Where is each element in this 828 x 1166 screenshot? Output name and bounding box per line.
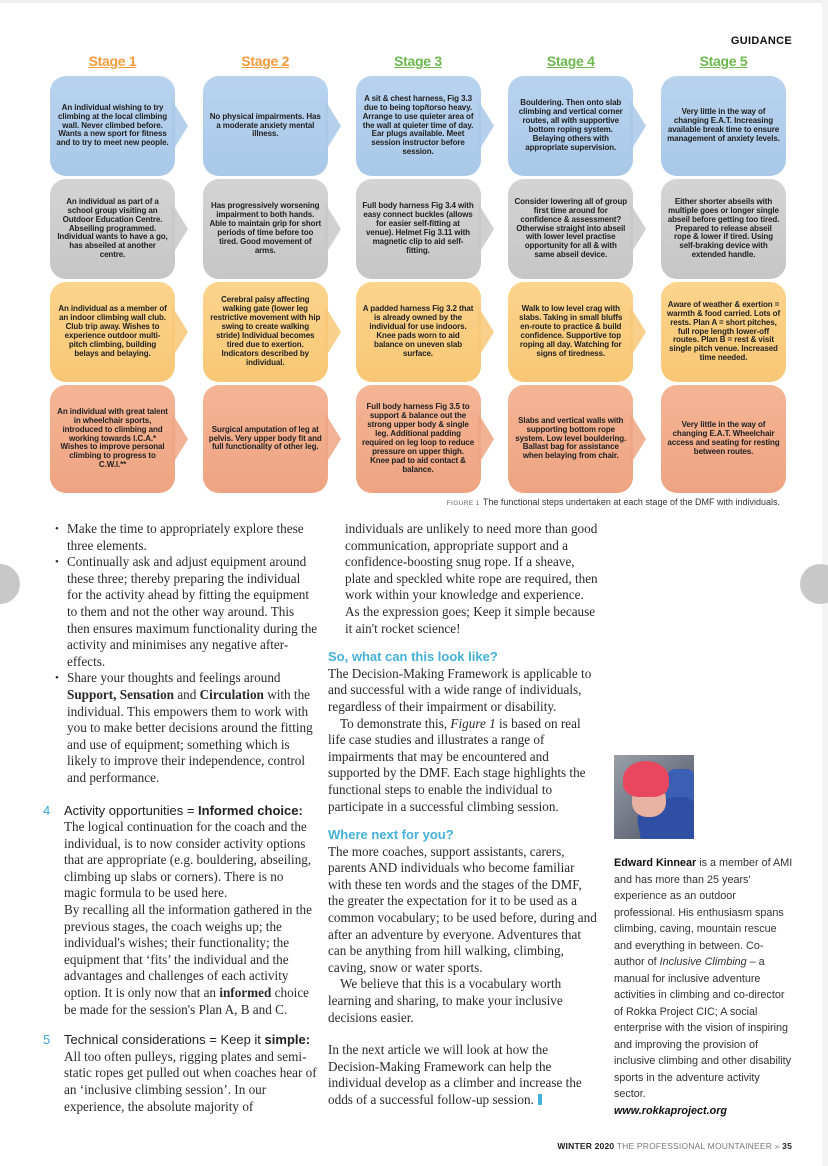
dmf-figure [50, 53, 786, 493]
stage-3-header: Stage 3 [394, 53, 442, 69]
paragraph: We believe that this is a vocabulary worth learning and sharing, to make your inclusive decisions easier. [328, 976, 563, 1025]
arrow-right-icon [478, 203, 494, 255]
paragraph: individuals are unlikely to need more than good communication, appropriate support and a confidence-boosting snug rope. If a sheave, plate and speckled white rope are required, then work within your knowledge and experience. As the expression goes; Keep it simple because it ain't rocket science! [345, 521, 598, 636]
page-footer [557, 1141, 792, 1151]
case-1-stage-5: Very little in the way of changing E.A.T. Increasing available break time to ensure management of anxiety levels. [661, 76, 786, 176]
stage-2-header: Stage 2 [241, 53, 290, 69]
item-number: 4 [43, 802, 51, 818]
bullet-item: • Make the time to appropriately explore these three elements. [53, 521, 318, 554]
case-1-stage-2: No physical impairments. Has a moderate anxiety mental illness. [203, 76, 328, 176]
paragraph: The more coaches, support assistants, carers, parents AND individuals who become familiar with these ten words and the stages of the DMF, the greater the expectation for it to be used as a common vocabulary; to be used before, during and after an adventure by everyone. Adventures that can be anything from hill walking, climbing, caving, snow or water sports. [328, 843, 597, 975]
section-label: GUIDANCE [730, 35, 792, 47]
case-2-stage-2: Has progressively worsening impairment to both hands. Able to maintain grip for short periods of time before too tired. Good movement of arms. [203, 179, 328, 279]
section-heading: Where next for you? [328, 827, 454, 843]
case-1-stage-3: A sit & chest harness, Fig 3.3 due to being top/torso heavy. Arrange to use quieter area of the wall at quieter time of day. Ear plugs available. Meet session instructor before session. [356, 76, 481, 176]
arrow-right-icon [325, 413, 341, 465]
arrow-right-icon [325, 203, 341, 255]
end-mark-icon [538, 1094, 542, 1105]
item-number: 5 [43, 1032, 51, 1048]
bullet-item: • Share your thoughts and feelings around Support, Sensation and Circulation with the individual. This empowers them to work with you to make better decisions around the fitting and use of equipment; something which is likely to improve their independence, control and performance. [53, 670, 318, 786]
arrow-right-icon [478, 306, 494, 358]
case-2-stage-4: Consider lowering all of group first time around for confidence & assessment? Otherwise straight into abseil with lower level practise opportunity for all & with same abseil device. [508, 179, 633, 279]
arrow-right-icon [630, 306, 646, 358]
stage-headers [50, 53, 786, 73]
case-4-stage-2: Surgical amputation of leg at pelvis. Very upper body fit and full functionality of other leg. [203, 385, 328, 493]
case-4-stage-1: An individual with great talent in wheelchair sports, introduced to climbing and working towards I.C.A.* Wishes to improve personal climbing to progress to C.W.I.** [50, 385, 175, 493]
case-row-4 [50, 385, 786, 493]
arrow-right-icon [630, 413, 646, 465]
author-website-link[interactable]: www.rokkaproject.org [614, 1104, 727, 1117]
section-heading: So, what can this look like? [328, 649, 498, 665]
arrow-right-icon [325, 306, 341, 358]
arrow-right-icon [478, 100, 494, 152]
arrow-right-icon [630, 203, 646, 255]
magazine-title: THE PROFESSIONAL MOUNTAINEER [616, 1141, 773, 1151]
case-row-2 [50, 179, 786, 279]
case-2-stage-5: Either shorter abseils with multiple goes or longer single abseil before getting too tired. Prepared to release abseil rope & lower if tired. Using self-braking device with extended handle. [661, 179, 786, 279]
author-bio: Edward Kinnear is a member of AMI and has more than 25 years' experience as an outdoor professional. His enthusiasm spans climbing, caving, mountain rescue and everything in between. Co-author of Inclusive Climbing – a manual for inclusive adventure activities in climbing and co-director of Rokka Project CIC; A social enterprise with the vision of inspiring and improving the provision of inclusive climbing and other disability sports in the adventure activity sector. www.rokkaproject.org [614, 857, 793, 1117]
arrow-right-icon [325, 100, 341, 152]
case-1-stage-4: Bouldering. Then onto slab climbing and vertical corner routes, all with supportive bottom roping system. Belaying others with appropriate supervision. [508, 76, 633, 176]
top-border [0, 0, 828, 3]
figure-label: FIGURE 1 [446, 500, 480, 507]
numbered-item-4 [43, 802, 318, 1019]
page-number: 35 [782, 1141, 792, 1151]
case-2-stage-1: An individual as part of a school group visiting an Outdoor Education Centre. Abseiling programmed. Individual wants to have a go, has abseiled at another centre. [50, 179, 175, 279]
paragraph: In the next article we will look at how the Decision-Making Framework can help the individual develop as a climber and increase the odds of a successful follow-up session. [328, 1042, 582, 1107]
arrow-right-icon [630, 100, 646, 152]
case-3-stage-3: A padded harness Fig 3.2 that is already owned by the individual for use indoors. Knee pads worn to aid balance on uneven slab surface. [356, 282, 481, 382]
case-4-stage-5: Very little in the way of changing E.A.T. Wheelchair access and seating for resting between routes. [661, 385, 786, 493]
arrow-right-icon [172, 203, 188, 255]
case-row-3 [50, 282, 786, 382]
next-page-button[interactable] [800, 564, 828, 604]
arrow-right-icon [172, 413, 188, 465]
case-2-stage-3: Full body harness Fig 3.4 with easy connect buckles (allows for easier self-fitting at venue). Helmet Fig 3.11 with magnetic clip to aid self-fitting. [356, 179, 481, 279]
bullet-item: • Continually ask and adjust equipment around these three; thereby preparing the individual for the activity ahead by fitting the equipment to them and not the other way around. This then ensures maximum functionality during the activity and minimises any negative after-effects. [53, 554, 318, 670]
bullet-list [53, 521, 318, 787]
stage-4-header: Stage 4 [546, 53, 595, 69]
issue-label: WINTER 2020 [557, 1141, 615, 1151]
paragraph: The Decision-Making Framework is applicable to and successful with a wide range of individuals, regardless of their impairment or disability. [328, 665, 592, 714]
author-name: Edward Kinnear [614, 857, 697, 869]
separator: » [774, 1141, 780, 1151]
column-2 [328, 521, 600, 1109]
item-heading: Technical considerations = Keep it simple: [64, 1032, 311, 1048]
arrow-right-icon [172, 100, 188, 152]
paragraph: To demonstrate this, Figure 1 is based on real life case studies and illustrates a range of impairments that may be encountered and supported by the DMF. Each stage highlights the functional steps to enable the individual to participate in a successful climbing session. [328, 715, 586, 814]
paragraph: By recalling all the information gathered in the previous stages, the coach weighs up; the individual's wishes; their functionality; the equipment that ‘fits’ the individual and the advantages and challenges of each activity option. It is only now that an informed choice be made for the session's Plan A, B and C. [64, 902, 312, 1017]
case-3-stage-4: Walk to low level crag with slabs. Taking in small bluffs en-route to practice & build confidence. Supportive top roping all day. Watching for signs of tiredness. [508, 282, 633, 382]
stage-5-header: Stage 5 [699, 53, 748, 69]
arrow-right-icon [478, 413, 494, 465]
case-4-stage-4: Slabs and vertical walls with supporting bottom rope system. Low level bouldering. Ballast bag for assistance when belaying from chair. [508, 385, 633, 493]
figure-caption [447, 497, 780, 507]
paragraph: The logical continuation for the coach and the individual, is to now consider activity options that are appropriate (e.g. bouldering, abseiling, climbing up slabs or corners). There is no magic formula to be used here. [64, 819, 312, 901]
figure-caption-text: The functional steps undertaken at each stage of the DMF with individuals. [482, 497, 780, 507]
paragraph: All too often pulleys, rigging plates and semi-static ropes get pulled out when coaches hear of an ‘inclusive climbing session’. In our experience, the absolute majority of [64, 1048, 317, 1114]
author-box [614, 755, 794, 1119]
case-row-1 [50, 76, 786, 176]
column-1 [43, 521, 318, 1115]
stage-1-header: Stage 1 [88, 53, 137, 69]
previous-page-button[interactable] [0, 564, 20, 604]
case-4-stage-3: Full body harness Fig 3.5 to support & balance out the strong upper body & single leg. Additional padding required on leg loop to reduce pressure on upper thigh. Knee pad to aid contact & balance. [356, 385, 481, 493]
author-photo [614, 755, 694, 839]
case-3-stage-1: An individual as a member of an indoor climbing wall club. Club trip away. Wishes to experience outdoor multi-pitch climbing, building belays and belaying. [50, 282, 175, 382]
numbered-item-5 [43, 1032, 318, 1115]
case-3-stage-2: Cerebral palsy affecting walking gate (lower leg restrictive movement with hip swing to create walking stride) Individual becomes tired due to exertion. Indicators described by individual. [203, 282, 328, 382]
item-heading: Activity opportunities = Informed choice: [64, 802, 303, 818]
case-3-stage-5: Aware of weather & exertion = warmth & food carried. Lots of rests. Plan A = short pitches, full rope length lower-off routes. Plan B = rest & visit single pitch venue. Increased time needed. [661, 282, 786, 382]
case-1-stage-1: An individual wishing to try climbing at the local climbing wall. Never climbed before. Wants a new sport for fitness and to try to meet new people. [50, 76, 175, 176]
arrow-right-icon [172, 306, 188, 358]
